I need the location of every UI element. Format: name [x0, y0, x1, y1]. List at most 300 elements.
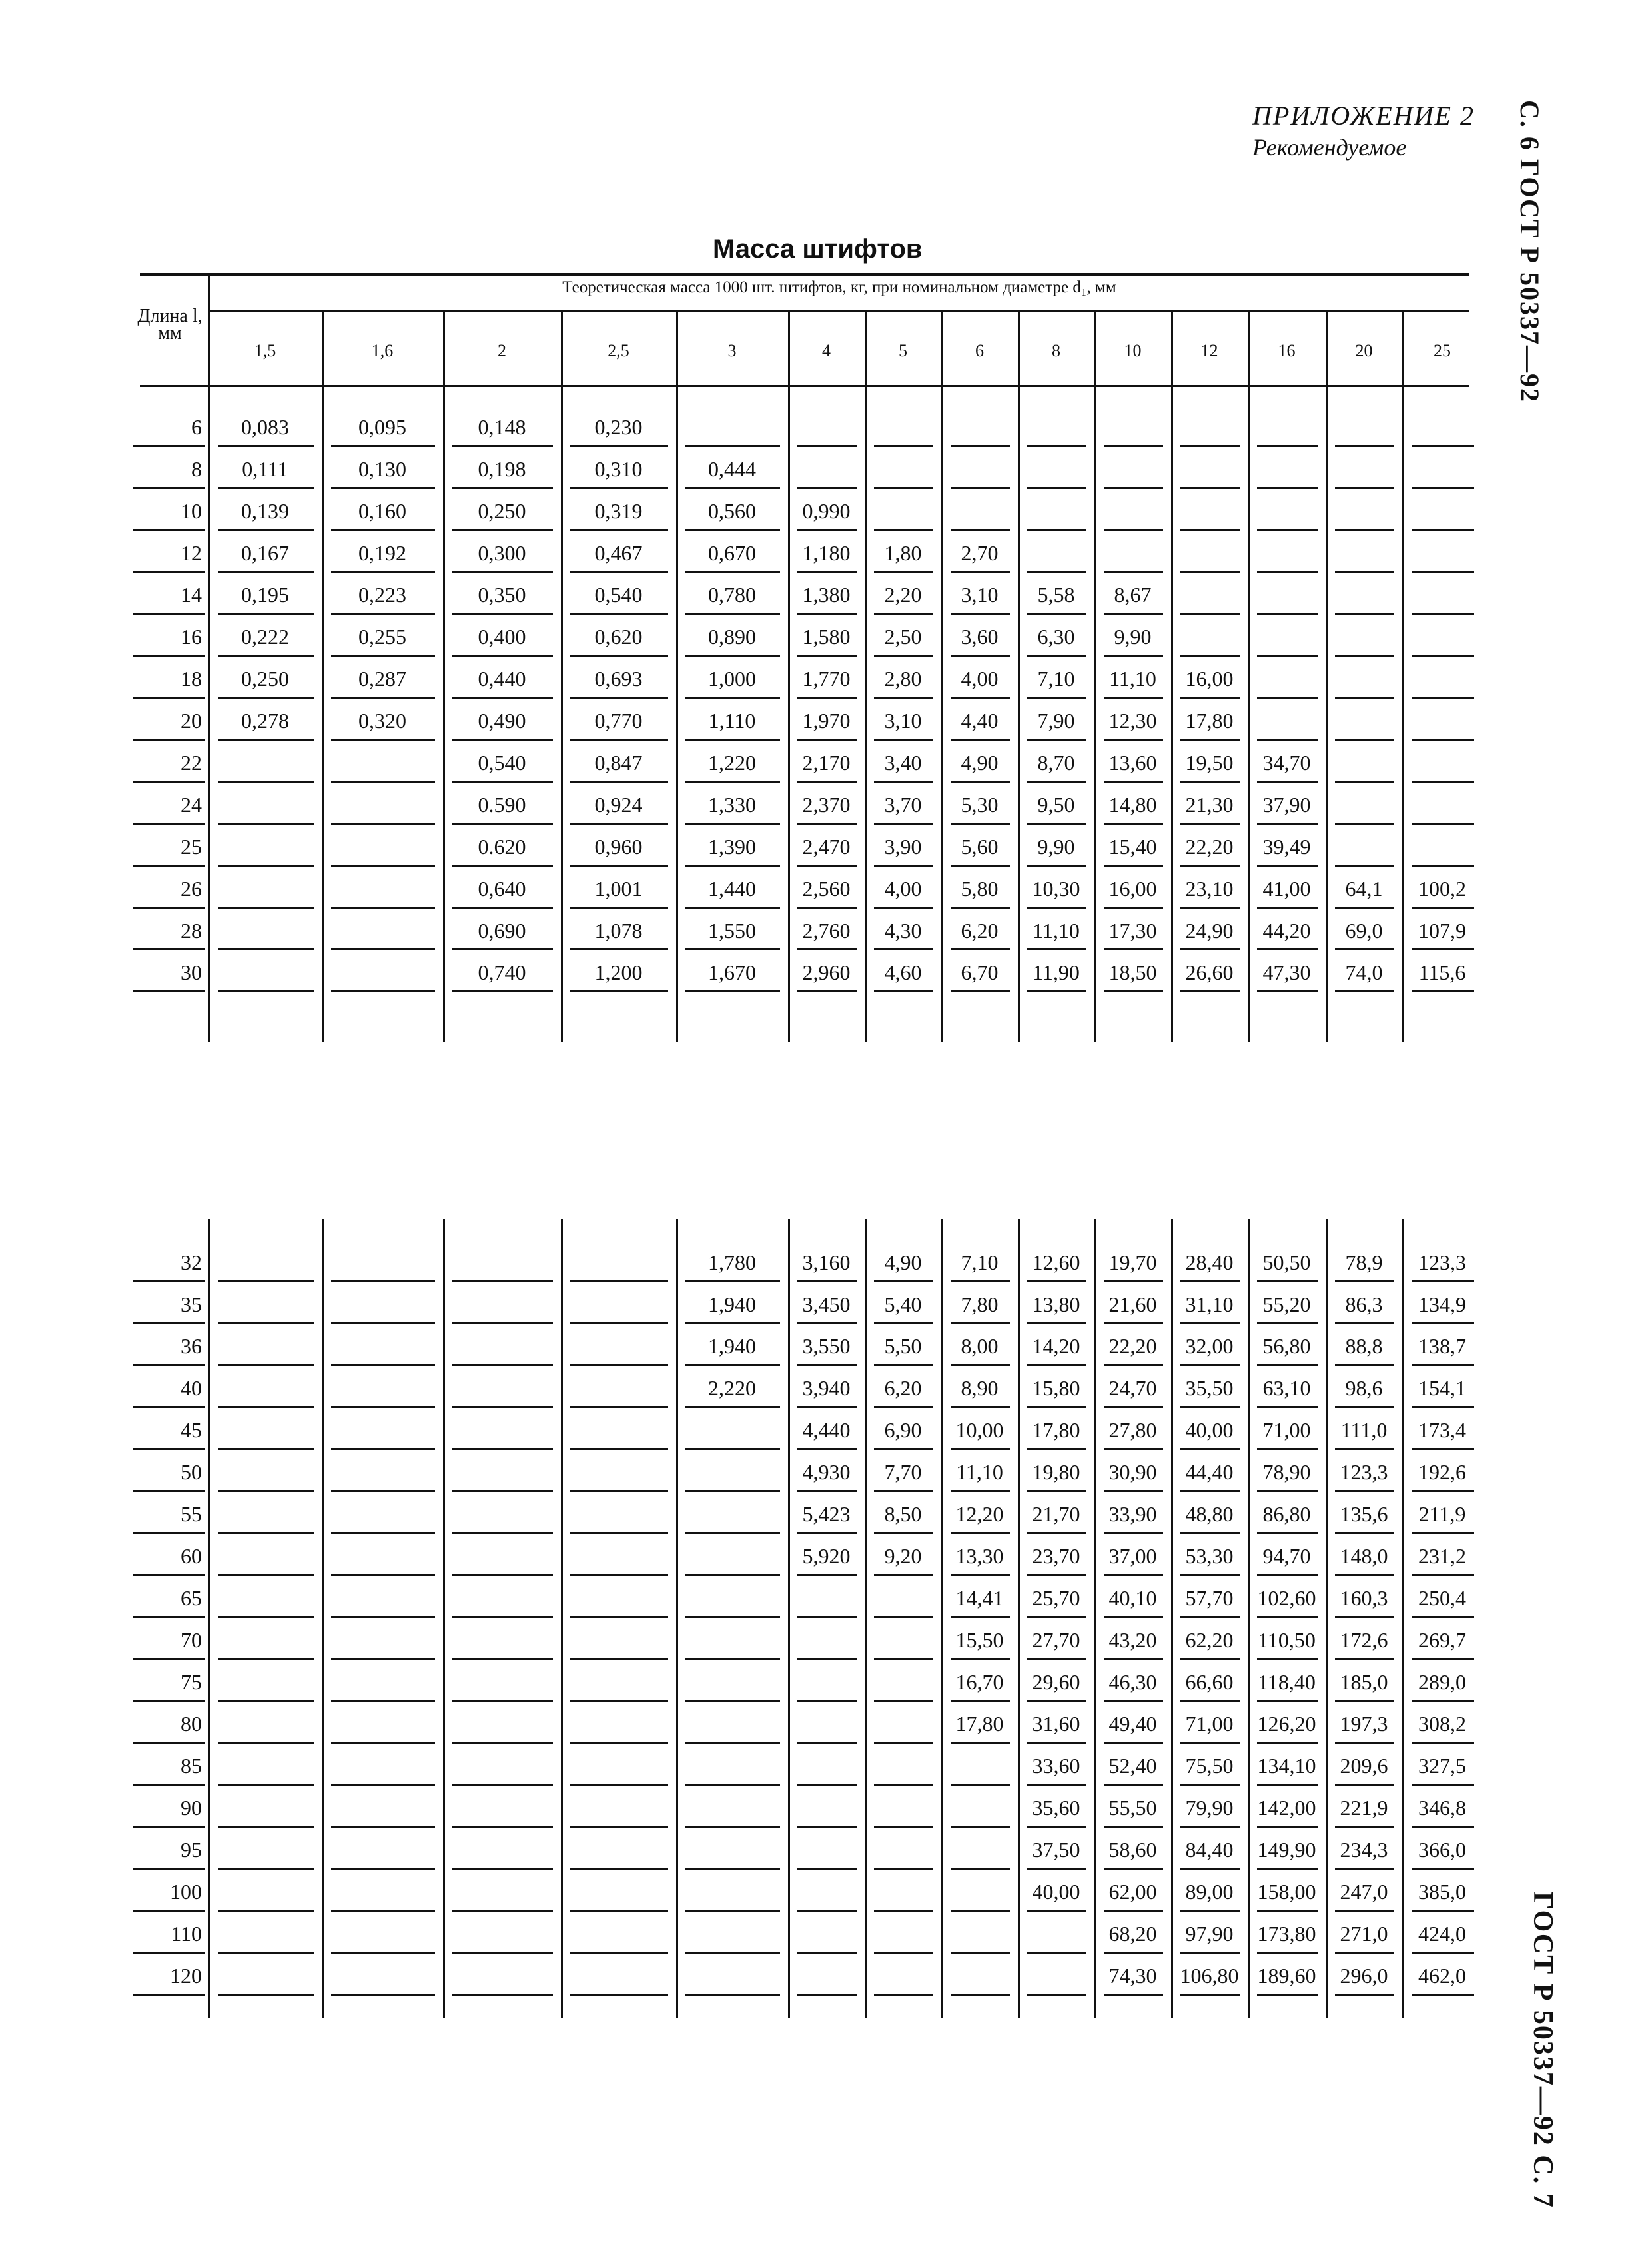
cell-underline	[951, 1532, 1010, 1534]
value-cell: 11,10	[1032, 919, 1080, 943]
value-cell: 0,690	[478, 919, 526, 943]
cell-underline	[570, 487, 668, 489]
value-cell	[211, 1580, 319, 1616]
cell-underline	[1027, 1322, 1086, 1324]
value-cell: 0,160	[358, 499, 406, 523]
cell-underline	[1180, 1364, 1240, 1366]
cell-underline	[218, 1700, 314, 1702]
cell-underline	[685, 1616, 780, 1618]
cell-underline	[1027, 1574, 1086, 1576]
cell-underline	[797, 1406, 857, 1408]
cell-underline	[1104, 1574, 1163, 1576]
cell-underline	[570, 1994, 668, 1996]
length-underline	[133, 865, 205, 867]
value-cell: 14,80	[1108, 793, 1157, 817]
column-divider	[1094, 385, 1096, 1042]
cell-underline	[1027, 1952, 1086, 1954]
length-underline	[133, 739, 205, 741]
value-cell: 14,20	[1032, 1334, 1080, 1358]
value-cell: 23,10	[1185, 877, 1234, 901]
cell-underline	[570, 571, 668, 573]
length-underline	[133, 1742, 205, 1744]
cell-underline	[1335, 1784, 1394, 1786]
value-cell: 0,990	[802, 499, 851, 523]
value-cell	[324, 1874, 440, 1910]
cell-underline	[218, 1994, 314, 1996]
cell-underline	[570, 1868, 668, 1870]
value-cell: 71,00	[1185, 1712, 1234, 1736]
cell-underline	[1412, 655, 1474, 657]
diameter-header: 5	[899, 341, 907, 360]
value-cell: 0,222	[241, 625, 289, 649]
cell-underline	[1335, 445, 1394, 447]
cell-underline	[218, 613, 314, 615]
cell-underline	[1180, 1910, 1240, 1912]
value-cell: 0,400	[478, 625, 526, 649]
cell-underline	[452, 990, 553, 992]
diameter-header: 3	[727, 341, 737, 360]
value-cell: 247,0	[1340, 1880, 1388, 1904]
value-cell	[1405, 535, 1479, 571]
cell-underline	[218, 1448, 314, 1450]
cell-underline	[685, 613, 780, 615]
cell-underline	[1027, 1364, 1086, 1366]
cell-underline	[1335, 655, 1394, 657]
cell-underline	[1104, 1490, 1163, 1492]
cell-underline	[797, 1826, 857, 1828]
cell-underline	[685, 1742, 780, 1744]
header-mid-rule	[208, 310, 1469, 312]
cell-underline	[797, 445, 857, 447]
value-cell: 53,30	[1185, 1544, 1234, 1568]
cell-underline	[874, 1322, 933, 1324]
value-cell	[324, 1958, 440, 1994]
value-cell: 23,70	[1032, 1544, 1080, 1568]
cell-underline	[1027, 655, 1086, 657]
value-cell: 0,148	[478, 415, 526, 439]
value-cell	[446, 1958, 558, 1994]
value-cell	[211, 829, 319, 865]
cell-underline	[1027, 697, 1086, 699]
length-underline	[133, 1658, 205, 1660]
cell-underline	[1335, 1532, 1394, 1534]
value-cell: 52,40	[1108, 1754, 1157, 1778]
value-cell	[679, 1454, 785, 1490]
cell-underline	[685, 1910, 780, 1912]
cell-underline	[570, 1742, 668, 1744]
cell-underline	[570, 529, 668, 531]
value-cell	[944, 409, 1015, 445]
length-cell: 26	[181, 877, 202, 901]
value-cell	[1097, 535, 1168, 571]
value-cell: 6,20	[961, 919, 999, 943]
cell-underline	[1104, 865, 1163, 867]
cell-underline	[797, 781, 857, 783]
value-cell: 5,423	[802, 1502, 851, 1526]
value-cell	[867, 1790, 939, 1826]
cell-underline	[797, 1952, 857, 1954]
value-cell: 2,70	[961, 541, 999, 565]
cell-underline	[452, 655, 553, 657]
cell-underline	[1335, 1406, 1394, 1408]
length-cell: 75	[181, 1670, 202, 1694]
cell-underline	[874, 948, 933, 950]
cell-underline	[331, 1532, 435, 1534]
cell-underline	[218, 1952, 314, 1954]
value-cell	[446, 1538, 558, 1574]
cell-underline	[1180, 948, 1240, 950]
cell-underline	[874, 781, 933, 783]
value-cell: 4,00	[961, 667, 999, 691]
value-cell: 1,180	[802, 541, 851, 565]
cell-underline	[797, 1322, 857, 1324]
value-cell	[679, 1748, 785, 1784]
cell-underline	[797, 571, 857, 573]
value-cell	[324, 1790, 440, 1826]
cell-underline	[218, 529, 314, 531]
value-cell: 0,095	[358, 415, 406, 439]
cell-underline	[1027, 1910, 1086, 1912]
cell-underline	[331, 948, 435, 950]
diameter-header: 1,6	[371, 341, 394, 360]
value-cell: 0,300	[478, 541, 526, 565]
diameter-group-header: Теоретическая масса 1000 шт. штифтов, кг, при номинальном диаметре d₁, мм	[562, 278, 1116, 296]
cell-underline	[218, 1658, 314, 1660]
cell-underline	[1180, 865, 1240, 867]
length-cell: 20	[181, 709, 202, 733]
value-cell: 15,50	[955, 1628, 1004, 1652]
value-cell	[1174, 577, 1245, 613]
length-underline	[133, 1322, 205, 1324]
length-underline	[133, 1868, 205, 1870]
cell-underline	[951, 613, 1010, 615]
column-divider	[1171, 385, 1173, 1042]
cell-underline	[331, 1490, 435, 1492]
cell-underline	[1257, 571, 1318, 573]
cell-underline	[685, 1700, 780, 1702]
cell-underline	[1412, 907, 1474, 909]
value-cell	[211, 871, 319, 907]
value-cell: 39,49	[1262, 835, 1311, 859]
cell-underline	[951, 1826, 1010, 1828]
value-cell	[867, 1664, 939, 1700]
cell-underline	[218, 907, 314, 909]
value-cell	[944, 451, 1015, 487]
value-cell	[446, 1664, 558, 1700]
cell-underline	[452, 865, 553, 867]
value-cell: 385,0	[1418, 1880, 1466, 1904]
diameter-header: 2,5	[608, 341, 629, 360]
value-cell: 19,50	[1185, 751, 1234, 775]
value-cell: 33,60	[1032, 1754, 1080, 1778]
value-cell	[1021, 409, 1092, 445]
cell-underline	[951, 1700, 1010, 1702]
value-cell: 1,440	[708, 877, 756, 901]
cell-underline	[951, 1490, 1010, 1492]
value-cell: 35,60	[1032, 1796, 1080, 1820]
header-column-divider	[208, 273, 210, 385]
cell-underline	[1412, 1742, 1474, 1744]
cell-underline	[951, 487, 1010, 489]
value-cell: 5,58	[1037, 583, 1075, 607]
cell-underline	[1335, 1700, 1394, 1702]
cell-underline	[685, 739, 780, 741]
cell-underline	[570, 1952, 668, 1954]
length-underline	[133, 697, 205, 699]
value-cell	[791, 1664, 862, 1700]
cell-underline	[874, 739, 933, 741]
cell-underline	[1104, 1826, 1163, 1828]
value-cell: 231,2	[1418, 1544, 1466, 1568]
column-divider	[676, 1219, 678, 2018]
cell-underline	[570, 1574, 668, 1576]
cell-underline	[1257, 613, 1318, 615]
cell-underline	[685, 1784, 780, 1786]
value-cell	[1328, 619, 1400, 655]
cell-underline	[1104, 1448, 1163, 1450]
value-cell: 24,70	[1108, 1376, 1157, 1400]
value-cell: 16,70	[955, 1670, 1004, 1694]
value-cell	[679, 1412, 785, 1448]
length-cell: 24	[181, 793, 202, 817]
cell-underline	[1104, 1868, 1163, 1870]
value-cell: 1,780	[708, 1250, 756, 1274]
value-cell: 138,7	[1418, 1334, 1466, 1358]
cell-underline	[1257, 1364, 1318, 1366]
value-cell: 4,40	[961, 709, 999, 733]
value-cell: 102,60	[1257, 1586, 1316, 1610]
value-cell: 106,80	[1180, 1964, 1239, 1988]
value-cell	[564, 1622, 673, 1658]
cell-underline	[797, 865, 857, 867]
cell-underline	[331, 1448, 435, 1450]
value-cell	[446, 1370, 558, 1406]
value-cell: 9,20	[884, 1544, 922, 1568]
cell-underline	[1104, 1658, 1163, 1660]
cell-underline	[218, 1616, 314, 1618]
value-cell: 78,9	[1345, 1250, 1383, 1274]
value-cell: 33,90	[1108, 1502, 1157, 1526]
column-divider	[1248, 1219, 1250, 2018]
value-cell: 0,278	[241, 709, 289, 733]
cell-underline	[797, 613, 857, 615]
cell-underline	[1180, 1574, 1240, 1576]
length-underline	[133, 823, 205, 825]
value-cell	[211, 1622, 319, 1658]
value-cell: 185,0	[1340, 1670, 1388, 1694]
cell-underline	[951, 697, 1010, 699]
value-cell: 0,195	[241, 583, 289, 607]
column-divider	[941, 385, 943, 1042]
cell-underline	[570, 1406, 668, 1408]
cell-underline	[331, 445, 435, 447]
value-cell: 55,50	[1108, 1796, 1157, 1820]
cell-underline	[685, 1364, 780, 1366]
cell-underline	[1180, 1532, 1240, 1534]
cell-underline	[951, 1784, 1010, 1786]
cell-underline	[218, 1910, 314, 1912]
value-cell	[1174, 451, 1245, 487]
value-cell: 111,0	[1340, 1418, 1388, 1442]
value-cell: 5,30	[961, 793, 999, 817]
value-cell: 0,167	[241, 541, 289, 565]
cell-underline	[1027, 1280, 1086, 1282]
cell-underline	[452, 1574, 553, 1576]
value-cell: 154,1	[1418, 1376, 1466, 1400]
length-underline	[133, 1616, 205, 1618]
cell-underline	[874, 1532, 933, 1534]
cell-underline	[797, 739, 857, 741]
length-cell: 12	[181, 541, 202, 565]
cell-underline	[218, 1574, 314, 1576]
cell-underline	[874, 1994, 933, 1996]
cell-underline	[452, 1742, 553, 1744]
cell-underline	[1412, 1700, 1474, 1702]
value-cell: 40,00	[1185, 1418, 1234, 1442]
cell-underline	[1412, 571, 1474, 573]
value-cell: 9,50	[1037, 793, 1075, 817]
cell-underline	[1180, 1616, 1240, 1618]
cell-underline	[1412, 487, 1474, 489]
length-underline	[133, 1448, 205, 1450]
cell-underline	[797, 529, 857, 531]
cell-underline	[331, 613, 435, 615]
value-cell	[679, 1664, 785, 1700]
diameter-header: 4	[822, 341, 831, 360]
cell-underline	[218, 1784, 314, 1786]
cell-underline	[874, 1952, 933, 1954]
value-cell	[211, 1328, 319, 1364]
value-cell: 327,5	[1418, 1754, 1466, 1778]
value-cell	[1250, 451, 1323, 487]
value-cell: 346,8	[1418, 1796, 1466, 1820]
cell-underline	[1257, 1658, 1318, 1660]
value-cell	[791, 1790, 862, 1826]
value-cell: 21,60	[1108, 1292, 1157, 1316]
cell-underline	[452, 487, 553, 489]
value-cell	[791, 1832, 862, 1868]
cell-underline	[951, 1280, 1010, 1282]
value-cell: 1,940	[708, 1334, 756, 1358]
value-cell: 0,960	[594, 835, 643, 859]
cell-underline	[331, 1280, 435, 1282]
value-cell: 3,70	[884, 793, 922, 817]
value-cell: 47,30	[1262, 960, 1311, 984]
value-cell: 100,2	[1418, 877, 1466, 901]
value-cell: 79,90	[1185, 1796, 1234, 1820]
cell-underline	[1104, 739, 1163, 741]
value-cell	[1328, 409, 1400, 445]
value-cell	[446, 1454, 558, 1490]
cell-underline	[1027, 1826, 1086, 1828]
length-underline	[133, 1490, 205, 1492]
value-cell: 142,00	[1257, 1796, 1316, 1820]
cell-underline	[1257, 1574, 1318, 1576]
value-cell	[1021, 535, 1092, 571]
value-cell: 2,470	[802, 835, 851, 859]
value-cell	[211, 1370, 319, 1406]
cell-underline	[331, 990, 435, 992]
cell-underline	[951, 907, 1010, 909]
cell-underline	[331, 529, 435, 531]
cell-underline	[797, 1574, 857, 1576]
value-cell: 6,70	[961, 960, 999, 984]
cell-underline	[1180, 697, 1240, 699]
cell-underline	[874, 1616, 933, 1618]
cell-underline	[1335, 1742, 1394, 1744]
cell-underline	[1335, 948, 1394, 950]
value-cell	[446, 1622, 558, 1658]
cell-underline	[685, 1574, 780, 1576]
value-cell	[211, 1916, 319, 1952]
value-cell: 1,380	[802, 583, 851, 607]
cell-underline	[685, 1406, 780, 1408]
value-cell	[211, 1874, 319, 1910]
value-cell	[324, 1286, 440, 1322]
value-cell: 64,1	[1345, 877, 1383, 901]
value-cell	[564, 1958, 673, 1994]
cell-underline	[1257, 1910, 1318, 1912]
cell-underline	[951, 781, 1010, 783]
length-cell: 16	[181, 625, 202, 649]
value-cell	[564, 1538, 673, 1574]
cell-underline	[685, 865, 780, 867]
value-cell	[211, 1454, 319, 1490]
value-cell: 3,10	[884, 709, 922, 733]
value-cell	[944, 1874, 1015, 1910]
value-cell	[446, 1748, 558, 1784]
value-cell: 43,20	[1108, 1628, 1157, 1652]
value-cell	[679, 1496, 785, 1532]
value-cell: 97,90	[1185, 1922, 1234, 1946]
cell-underline	[1257, 1826, 1318, 1828]
value-cell	[564, 1580, 673, 1616]
value-cell	[944, 1790, 1015, 1826]
value-cell: 15,80	[1032, 1376, 1080, 1400]
value-cell	[324, 1664, 440, 1700]
cell-underline	[452, 781, 553, 783]
value-cell: 58,60	[1108, 1838, 1157, 1862]
cell-underline	[1257, 1406, 1318, 1408]
value-cell	[944, 1958, 1015, 1994]
cell-underline	[452, 948, 553, 950]
cell-underline	[570, 1616, 668, 1618]
value-cell	[679, 1958, 785, 1994]
value-cell	[564, 1370, 673, 1406]
cell-underline	[1335, 529, 1394, 531]
cell-underline	[874, 1406, 933, 1408]
cell-underline	[951, 1574, 1010, 1576]
length-column-header: Длина l, мм	[137, 306, 203, 344]
cell-underline	[1180, 907, 1240, 909]
value-cell: 8,67	[1114, 583, 1152, 607]
value-cell: 11,10	[1109, 667, 1156, 691]
column-divider	[443, 1219, 445, 2018]
cell-underline	[218, 487, 314, 489]
value-cell	[867, 409, 939, 445]
cell-underline	[1335, 697, 1394, 699]
cell-underline	[797, 1364, 857, 1366]
cell-underline	[452, 907, 553, 909]
cell-underline	[1412, 697, 1474, 699]
cell-underline	[452, 697, 553, 699]
cell-underline	[1335, 907, 1394, 909]
value-cell: 189,60	[1257, 1964, 1316, 1988]
cell-underline	[1104, 1910, 1163, 1912]
cell-underline	[1027, 990, 1086, 992]
cell-underline	[1104, 445, 1163, 447]
cell-underline	[874, 529, 933, 531]
